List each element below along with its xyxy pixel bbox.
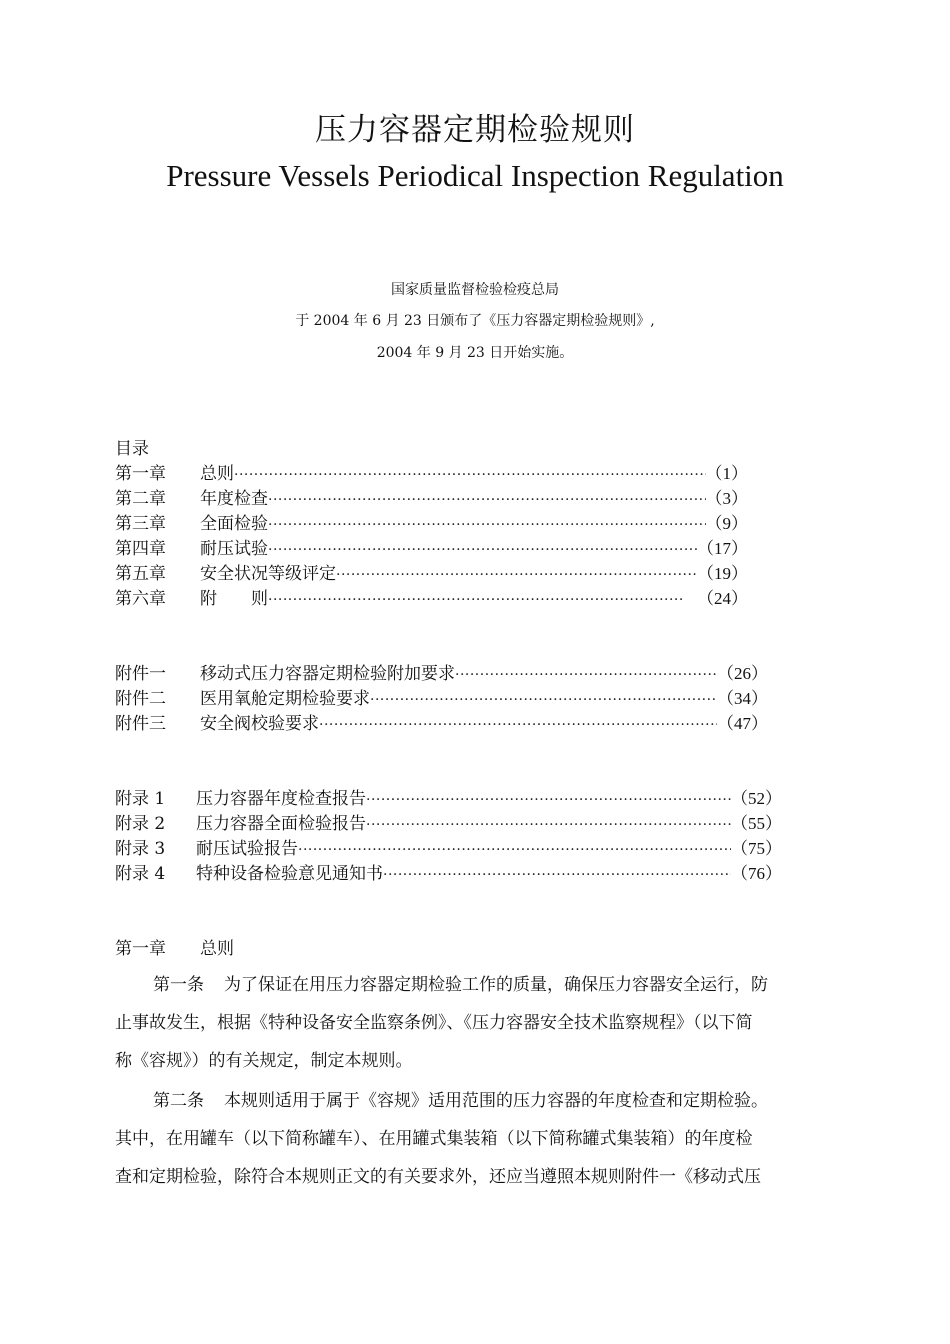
toc-entry-title: 总则 [200,464,234,484]
toc-entry-label: 附录 4 [115,864,166,884]
article-line: 第一条 为了保证在用压力容器定期检验工作的质量，确保压力容器安全运行，防 [153,975,768,995]
document-title-chinese: 压力容器定期检验规则 [315,112,635,148]
toc-leader-dots [366,792,731,808]
toc-leader-dots [234,467,706,483]
toc-entry-label: 第三章 [115,514,166,534]
article-line: 查和定期检验，除符合本规则正文的有关要求外，还应当遵照本规则附件一《移动式压 [115,1167,761,1187]
toc-entry[interactable] [115,459,748,484]
toc-entry-page: （47） [717,714,768,733]
toc-entry-label: 附件一 [115,664,166,684]
toc-entry-title: 全面检验 [200,514,268,534]
toc-entry[interactable] [115,659,768,684]
toc-entry[interactable] [115,709,768,734]
article-2-paragraph [115,1082,840,1196]
toc-leader-dots [366,817,731,833]
toc-leader-dots [268,542,697,558]
toc-entry-page: （76） [731,864,782,883]
chapter-title: 总则 [200,939,234,959]
toc-entry-label: 第一章 [115,464,166,484]
toc-entry-title: 耐压试验 [200,539,268,559]
toc-entry-label: 第二章 [115,489,166,509]
article-line: 第二条 本规则适用于属于《容规》适用范围的压力容器的年度检查和定期检验。 [153,1091,768,1111]
toc-leader-dots [336,567,697,583]
toc-leader-dots [383,867,731,883]
toc-entry[interactable] [115,559,748,584]
notice-line-1: 国家质量监督检验检疫总局 [391,282,559,298]
toc-leader-dots [370,692,717,708]
toc-entry-label: 附件三 [115,714,166,734]
toc-entry-title: 安全状况等级评定 [200,564,336,584]
chapter-label: 第一章 [115,939,166,959]
toc-entry-page: （1） [705,464,748,483]
toc-entry-page: （55） [731,814,782,833]
toc-entry[interactable] [115,809,782,834]
document-title-english: Pressure Vessels Periodical Inspection Regulation [166,158,784,193]
article-1-paragraph [115,966,840,1080]
toc-entry-label: 附录 2 [115,814,166,834]
toc-entry-page: （26） [717,664,768,683]
toc-entry-page: （75） [731,839,782,858]
toc-entry-title: 压力容器全面检验报告 [196,814,366,834]
toc-entry-label: 附件二 [115,689,166,709]
toc-entry[interactable] [115,684,768,709]
toc-entry-title: 特种设备检验意见通知书 [196,864,383,884]
toc-entry-page: （24） [697,589,748,608]
toc-heading: 目录 [115,439,149,459]
article-line: 称《容规》）的有关规定，制定本规则。 [115,1051,413,1071]
toc-entry-title: 移动式压力容器定期检验附加要求 [200,664,455,684]
toc-leader-dots [268,492,706,508]
toc-entry-title: 压力容器年度检查报告 [196,789,366,809]
toc-entry-title: 医用氧舱定期检验要求 [200,689,370,709]
toc-entry-page: （3） [705,489,748,508]
toc-entry[interactable] [115,509,748,534]
toc-entry-title: 安全阀校验要求 [200,714,319,734]
toc-entry[interactable] [115,859,782,884]
toc-entry-label: 附录 3 [115,839,166,859]
toc-leader-dots [298,842,731,858]
toc-entry-page: （19） [697,564,748,583]
toc-entry-title: 耐压试验报告 [196,839,298,859]
toc-entry-label: 第五章 [115,564,166,584]
toc-entry[interactable] [115,534,748,559]
toc-entry-page: （17） [697,539,748,558]
article-label: 第一条 [153,975,204,995]
toc-entry-page: （52） [731,789,782,808]
toc-entry-page: （9） [705,514,748,533]
notice-line-2: 于 2004 年 6 月 23 日颁布了《压力容器定期检验规则》, [295,313,655,329]
toc-leader-dots [319,717,717,733]
toc-entry-label: 附录 1 [115,789,166,809]
toc-leader-dots [455,667,717,683]
toc-entry[interactable] [115,784,782,809]
article-line: 止事故发生，根据《特种设备安全监察条例》、《压力容器安全技术监察规程》（以下简 [115,1013,753,1033]
toc-entry-page: （34） [717,689,768,708]
article-label: 第二条 [153,1091,204,1111]
toc-leader-dots [268,517,706,533]
notice-line-3: 2004 年 9 月 23 日开始实施。 [376,345,574,361]
chapter-heading [115,934,234,959]
toc-entry-title: 年度检查 [200,489,268,509]
toc-entry[interactable] [115,834,782,859]
toc-entry-label: 第六章 [115,589,166,609]
toc-leader-dots [268,592,683,608]
article-line: 其中，在用罐车（以下简称罐车）、在用罐式集装箱（以下简称罐式集装箱）的年度检 [115,1129,753,1149]
toc-entry-label: 第四章 [115,539,166,559]
toc-entry[interactable] [115,484,748,509]
toc-entry[interactable] [115,584,748,609]
toc-entry-title: 附 则 [200,589,268,609]
